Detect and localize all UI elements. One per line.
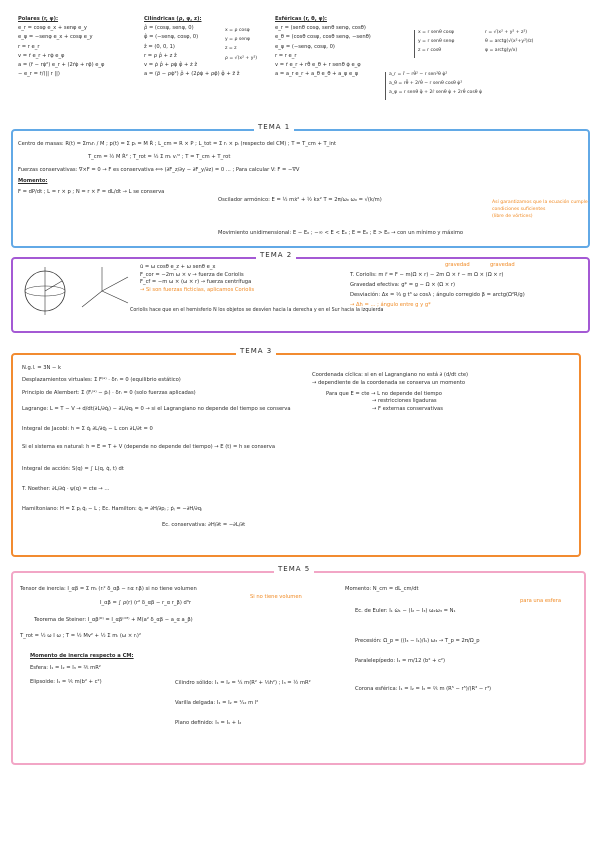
polares-line: r = r e_r xyxy=(18,43,40,50)
relation-line: ρ = √(x² + y²) xyxy=(225,55,258,61)
tema2-title: TEMA 2 xyxy=(256,251,296,259)
tema3-line: Principio de Alembert: Σ (Fᵢ⁽ᵃ⁾ − ṗᵢ) · δrᵢ = 0 (solo fuerzas aplicadas) xyxy=(22,390,196,396)
esfericas-line: r = r e_r xyxy=(275,52,297,59)
relation-line: x = r senθ cosφ xyxy=(418,30,454,35)
esfericas-relations xyxy=(414,30,454,58)
accel-line: a_θ = rθ̈ + 2ṙθ̇ − r senθ cosθ φ̇² xyxy=(389,81,463,87)
tema3-side-line: Para que E = cte → L no depende del tiempo xyxy=(326,390,442,397)
cilindricas-line: φ̂ = (−senφ, cosφ, 0) xyxy=(144,34,199,41)
tema2-note: gravedad xyxy=(445,262,470,268)
esfericas-line: v = ṙ e_r + rθ̇ e_θ + r senθ φ̇ e_φ xyxy=(275,61,361,68)
tema2-note: → Si son fuerzas ficticias, aplicamos Coriolis xyxy=(140,286,255,293)
tema2-right xyxy=(350,272,525,311)
relation-line: r = √(x² + y² + z²) xyxy=(485,30,528,35)
esfericas-block xyxy=(275,16,371,80)
relation-line: z = z xyxy=(225,46,237,52)
tema2-coriolis-text: Coriolis hace que en el hemisferio N los objetos se desvíen hacia la derecha y en el Sur hacia la izquierda xyxy=(130,308,384,313)
relation-line: φ = arctg(y/x) xyxy=(485,48,518,54)
esfericas-line: e_θ = (cosθ cosφ, cosθ senφ, −senθ) xyxy=(275,34,371,41)
tema2-line: F_cf = −m ω × (ω × r) → fuerza centrífuga xyxy=(140,279,252,285)
tema5-line: Esfera: I₁ = I₂ = I₃ = ⅖ mR² xyxy=(30,665,101,671)
esfericas-heading: Esféricas (r, θ, φ): xyxy=(275,16,327,22)
tema3-line: Desplazamientos virtuales: Σ F⁽ᵃ⁾ · δrᵢ = 0 (equilibrio estático) xyxy=(22,377,181,383)
cilindricas-line: v = ρ̇ ρ̂ + ρφ̇ φ̂ + ż ẑ xyxy=(144,61,198,68)
tema1-title: TEMA 1 xyxy=(254,123,294,131)
tema5-note: para una esfera xyxy=(520,598,562,604)
accel-line: a_r = r̈ − rθ̇² − r sen²θ φ̇² xyxy=(389,72,448,77)
tema3-side-line: → dependiente de la coordenada se conserva un momento xyxy=(312,379,466,386)
tema3-line: T. Noether: ∂L/∂q̇ · ψ(q) = cte → ... xyxy=(22,486,110,492)
esfericas-line: e_r = (senθ cosφ, senθ senφ, cosθ) xyxy=(275,25,366,32)
tema5-line: Elipsoide: I₁ = ⅕ m(b² + c²) xyxy=(30,679,102,685)
tema2-line: Gravedad efectiva: g* = g − Ω × (Ω × r) xyxy=(350,282,456,288)
polares-line: − e_r = ṙ/(|| r ||) xyxy=(18,71,60,78)
polares-block xyxy=(18,16,104,80)
tema1-heading: Momento: xyxy=(18,178,48,184)
tema2-left xyxy=(140,264,254,296)
tema3-title: TEMA 3 xyxy=(236,347,276,355)
tema1-oscilador: Oscilador armónico: E = ½ mẋ² + ½ kx² T = 2π/ω₀ ω₀ = √(k/m) xyxy=(218,197,382,203)
tema1-movimiento: Movimiento unidimensional: E − E₀ ; −∞ < E < E₀ ; E = E₀ ; E > E₀ → con un mínimo y máximo xyxy=(218,230,464,236)
tema5-line: Teorema de Steiner: I_αβ⁽ᴼ⁾ = I_αβ⁽ᶜᴹ⁾ + M(a² δ_αβ − a_α a_β) xyxy=(34,617,193,623)
tema1-content xyxy=(18,141,336,198)
tema5-note: Si no tiene volumen xyxy=(250,594,302,600)
tema5-line: Precesión: Ω_p = ((I₃ − I₁)/I₁) ω₃ → T_p = 2π/Ω_p xyxy=(355,638,480,644)
tema5-line: I_αβ = ∫ ρ(r) (r² δ_αβ − r_α r_β) d³r xyxy=(100,600,192,606)
tema5-line: T_rot = ½ ω I ω ; T = ½ Mv² + ½ Σ mᵢ (ω × rᵢ)² xyxy=(20,633,142,639)
tema5-line: Varilla delgada: I₁ = I₂ = ¹⁄₁₂ m l² xyxy=(175,700,259,706)
tema3-side-line: → restricciones ligaduras xyxy=(372,398,437,404)
local-axis-y xyxy=(102,291,128,303)
accel-line: a_φ = r senθ φ̈ + 2ṙ senθ φ̇ + 2rθ̇ cosθ φ̇ xyxy=(389,90,483,96)
tema5-line: Tensor de inercia: I_αβ = Σ mᵢ (rᵢ² δ_αβ − rᵢα rᵢβ) si no tiene volumen xyxy=(20,586,197,592)
tema2-line: Desviación: Δx = ⅓ g t³ ω cosλ ; ángulo corregido β = arctg(Ω²R/g) xyxy=(350,292,525,298)
tema3-line: Hamiltoniano: H = Σ pⱼ q̇ⱼ − L ; Ec. Hamilton: q̇ⱼ = ∂H/∂pⱼ ; ṗⱼ = −∂H/∂qⱼ xyxy=(22,506,202,512)
cilindricas-line: r = ρ ρ̂ + z ẑ xyxy=(144,52,177,59)
tema3-side-line: → F externas conservativas xyxy=(372,405,443,412)
esfericas-acceleration xyxy=(385,72,482,100)
cilindricas-line: a = (ρ̈ − ρφ̇²) ρ̂ + (2ρ̇φ̇ + ρφ̈) φ̂ + z̈ ẑ xyxy=(144,71,240,78)
relation-line: z = r cosθ xyxy=(418,48,442,54)
esfericas-line: e_φ = (−senφ, cosφ, 0) xyxy=(275,43,335,50)
tema1-line: Centro de masas: R(t) = Σmᵢrᵢ / M ; p(t) = Σ pᵢ = M Ṙ ; L_cm = R × P ; L_tot = Σ rᵢ × pᵢ (respecto del CM) ; T = T_cm + T_int xyxy=(18,141,336,147)
tema5-heading: Momento de inercia respecto a CM: xyxy=(30,653,134,659)
tema3-line: Integral de acción: S(q) = ∫ L(q, q̇, t) dt xyxy=(22,466,124,472)
polares-line: e_r = cosφ e_x + senφ e_y xyxy=(18,25,87,32)
tema5-line: Momento: N_cm = dL_cm/dt xyxy=(345,586,419,592)
polares-line: a = (r̈ − rφ̇²) e_r + (2ṙφ̇ + rφ̈) e_φ xyxy=(18,61,105,68)
tema1-note: (libre de vórtices) xyxy=(492,214,533,219)
polares-heading: Polares (r, φ): xyxy=(18,16,59,22)
tema3-side-line: Coordenada cíclica: si en el Lagrangiano no está ∂ (d/dt cte) xyxy=(312,372,469,378)
esfericas-line: a = a_r e_r + a_θ e_θ + a_φ e_φ xyxy=(275,71,359,78)
tema5-mid xyxy=(175,680,311,729)
tema3-line: N.g.l. = 3N − k xyxy=(22,365,62,371)
tema3-line: Integral de Jacobi: h = Σ q̇ⱼ ∂L/∂q̇ⱼ − L con ∂L/∂t = 0 xyxy=(22,426,153,432)
tema1-line: T_cm = ½ M Ṙ² ; T_rot = ½ Σ mᵢ vᵢ'² ; T = T_cm + T_rot xyxy=(88,154,231,160)
tema5-line: Corona esférica: I₁ = I₂ = I₃ = ⅖ m (R⁵ − r⁵)/(R³ − r³) xyxy=(355,686,492,692)
tema3-line: Lagrange: L = T − V → d/dt(∂L/∂q̇ⱼ) − ∂L/∂qⱼ = 0 → si el Lagrangiano no depende del tiempo se conserva xyxy=(22,406,291,412)
tema5-line: Ec. de Euler: I₁ ω̇₁ − (I₂ − I₃) ω₂ω₃ = N₁ xyxy=(355,608,456,614)
tema5-title: TEMA 5 xyxy=(274,565,314,573)
tema3-content xyxy=(22,365,291,531)
polares-line: v = ṙ e_r + rφ̇ e_φ xyxy=(18,52,65,59)
tema3-line: Si el sistema es natural: h = E = T + V (depende no depende del tiempo) → E (t) = h se conserva xyxy=(22,444,276,450)
cilindricas-heading: Cilíndricas (ρ, φ, z): xyxy=(144,16,202,22)
cilindricas-line: ρ̂ = (cosφ, senφ, 0) xyxy=(144,25,194,32)
relation-line: y = r senθ senφ xyxy=(418,39,455,45)
tema5-line: Paralelepípedo: I₁ = m/12 (b² + c²) xyxy=(355,658,446,664)
tema1-line: F = dP/dt ; L = r × p ; N = r × F = dL/dt → L se conserva xyxy=(18,189,165,195)
polares-line: e_φ = −senφ e_x + cosφ e_y xyxy=(18,34,93,41)
esfericas-inverse xyxy=(485,30,533,58)
tema1-notes xyxy=(492,200,588,223)
cilindricas-line: ẑ = (0, 0, 1) xyxy=(144,43,175,50)
local-axis-x xyxy=(102,277,128,291)
local-axis-other xyxy=(82,291,102,307)
relation-line: x = ρ cosφ xyxy=(225,28,250,33)
tema2-line: F_cor = −2m ω × v → fuerza de Coriolis xyxy=(140,271,244,278)
tema2-line: T. Coriolis: m r̈ = F − m(Ω̇ × r) − 2m Ω × ṙ − m Ω × (Ω × r) xyxy=(350,272,504,278)
tema1-line: Fuerzas conservativas: ∇×F = 0 → F es conservativa ⟺ (∂F_z/∂y − ∂F_y/∂z) = 0 ... ; Para calcular V: F = −∇V xyxy=(18,167,300,173)
tema2-line: ū = ω cosθ e_z + ω senθ e_x xyxy=(140,264,216,270)
tema5-line: Cilindro sólido: I₁ = I₂ = ¼ m(R² + ⅓h²) ; I₃ = ½ mR² xyxy=(175,680,311,686)
tema1-note: condiciones suficientes xyxy=(492,207,546,212)
cilindricas-relations xyxy=(225,28,257,65)
tema2-line: → Δh = ... ; ángulo entre g y g* xyxy=(350,302,431,308)
relation-line: y = ρ senφ xyxy=(225,37,251,43)
tema3-side xyxy=(312,372,468,415)
tema5-left xyxy=(20,586,197,693)
tema1-note: Así garantizamos que la ecuación cumple xyxy=(492,200,588,205)
tema3-line: Ec. conservativa: ∂H/∂t = −∂L/∂t xyxy=(162,522,246,528)
relation-line: θ = arctg(√(x²+y²)/z) xyxy=(485,39,534,45)
rotating-earth-diagram xyxy=(18,263,136,319)
tema5-right xyxy=(345,586,491,695)
tema2-note: gravedad xyxy=(490,262,515,268)
tema5-line: Plano definido: I₃ = I₁ + I₂ xyxy=(175,720,242,726)
